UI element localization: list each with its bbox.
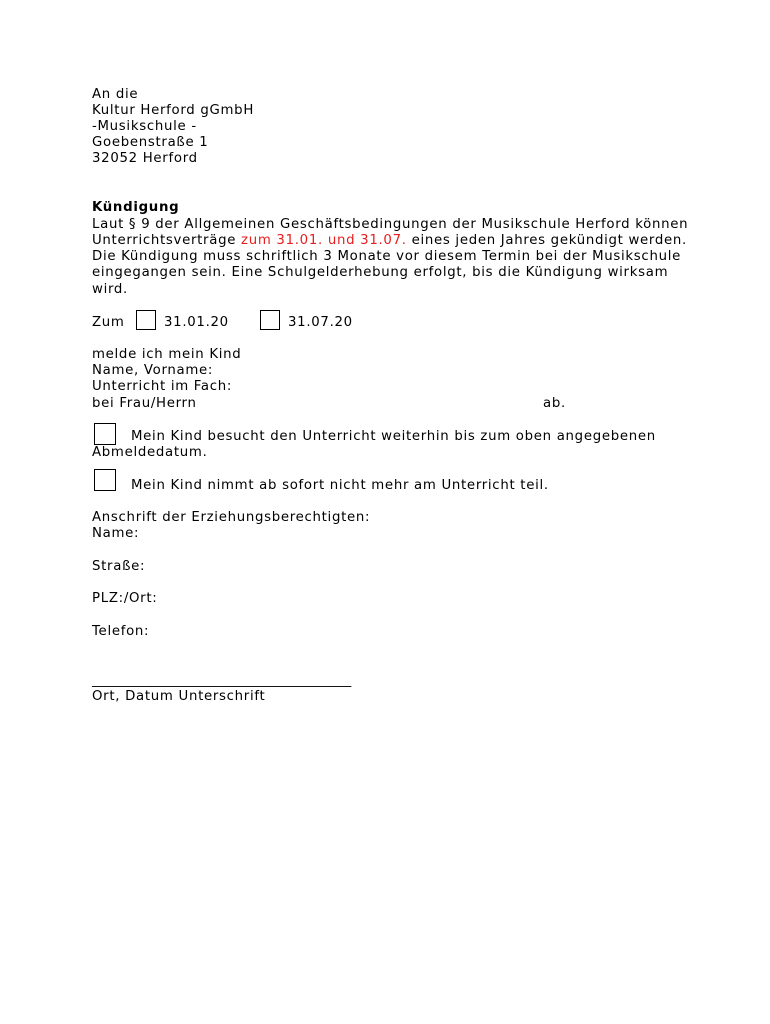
date-option-2-label: 31.07.20 <box>288 315 353 330</box>
stop-lessons-label: Mein Kind nimmt ab sofort nicht mehr am Unterricht teil. <box>131 478 549 493</box>
paragraph-line-5: wird. <box>92 282 128 297</box>
paragraph-text: eines jeden Jahres gekündigt werden. <box>406 233 687 248</box>
continue-lessons-label: Mein Kind besucht den Unterricht weiterhin bis zum oben angegebenen <box>131 429 656 444</box>
recipient-line-1: An die <box>92 87 139 102</box>
continue-lessons-label-cont: Abmeldedatum. <box>92 445 208 460</box>
signature-caption: Ort, Datum Unterschrift <box>92 689 266 704</box>
paragraph-text: Unterrichtsverträge <box>92 233 242 248</box>
subject-label: Unterricht im Fach: <box>92 379 233 394</box>
paragraph-line-3: Die Kündigung muss schriftlich 3 Monate vor diesem Termin bei der Musikschule <box>92 249 681 264</box>
paragraph-line-2 <box>92 233 687 249</box>
paragraph-line-1: Laut § 9 der Allgemeinen Geschäftsbedingungen der Musikschule Herford können <box>92 217 689 232</box>
date-option-1-checkbox[interactable] <box>136 310 156 330</box>
guardian-phone-label: Telefon: <box>92 624 150 639</box>
guardian-street-label: Straße: <box>92 559 146 574</box>
stop-lessons-checkbox[interactable] <box>94 469 116 491</box>
signature-line: _______________________________________ <box>92 673 352 688</box>
document-title: Kündigung <box>92 200 180 215</box>
child-name-label: Name, Vorname: <box>92 363 214 378</box>
child-intro: melde ich mein Kind <box>92 347 242 362</box>
guardian-heading: Anschrift der Erziehungsberechtigten: <box>92 510 371 525</box>
continue-lessons-checkbox[interactable] <box>94 423 116 445</box>
recipient-line-2: Kultur Herford gGmbH <box>92 103 255 118</box>
date-option-2-checkbox[interactable] <box>260 310 280 330</box>
recipient-line-3: -Musikschule - <box>92 119 197 134</box>
date-choice-prefix: Zum <box>92 315 125 330</box>
date-option-1-label: 31.01.20 <box>164 315 229 330</box>
recipient-line-5: 32052 Herford <box>92 151 198 166</box>
teacher-label: bei Frau/Herrn <box>92 396 197 411</box>
teacher-suffix: ab. <box>543 396 566 411</box>
paragraph-line-4: eingegangen sein. Eine Schulgelderhebung erfolgt, bis die Kündigung wirksam <box>92 265 669 280</box>
guardian-city-label: PLZ:/Ort: <box>92 591 158 606</box>
recipient-line-4: Goebenstraße 1 <box>92 135 209 150</box>
highlighted-dates: zum 31.01. und 31.07. <box>241 233 407 248</box>
guardian-name-label: Name: <box>92 526 140 541</box>
